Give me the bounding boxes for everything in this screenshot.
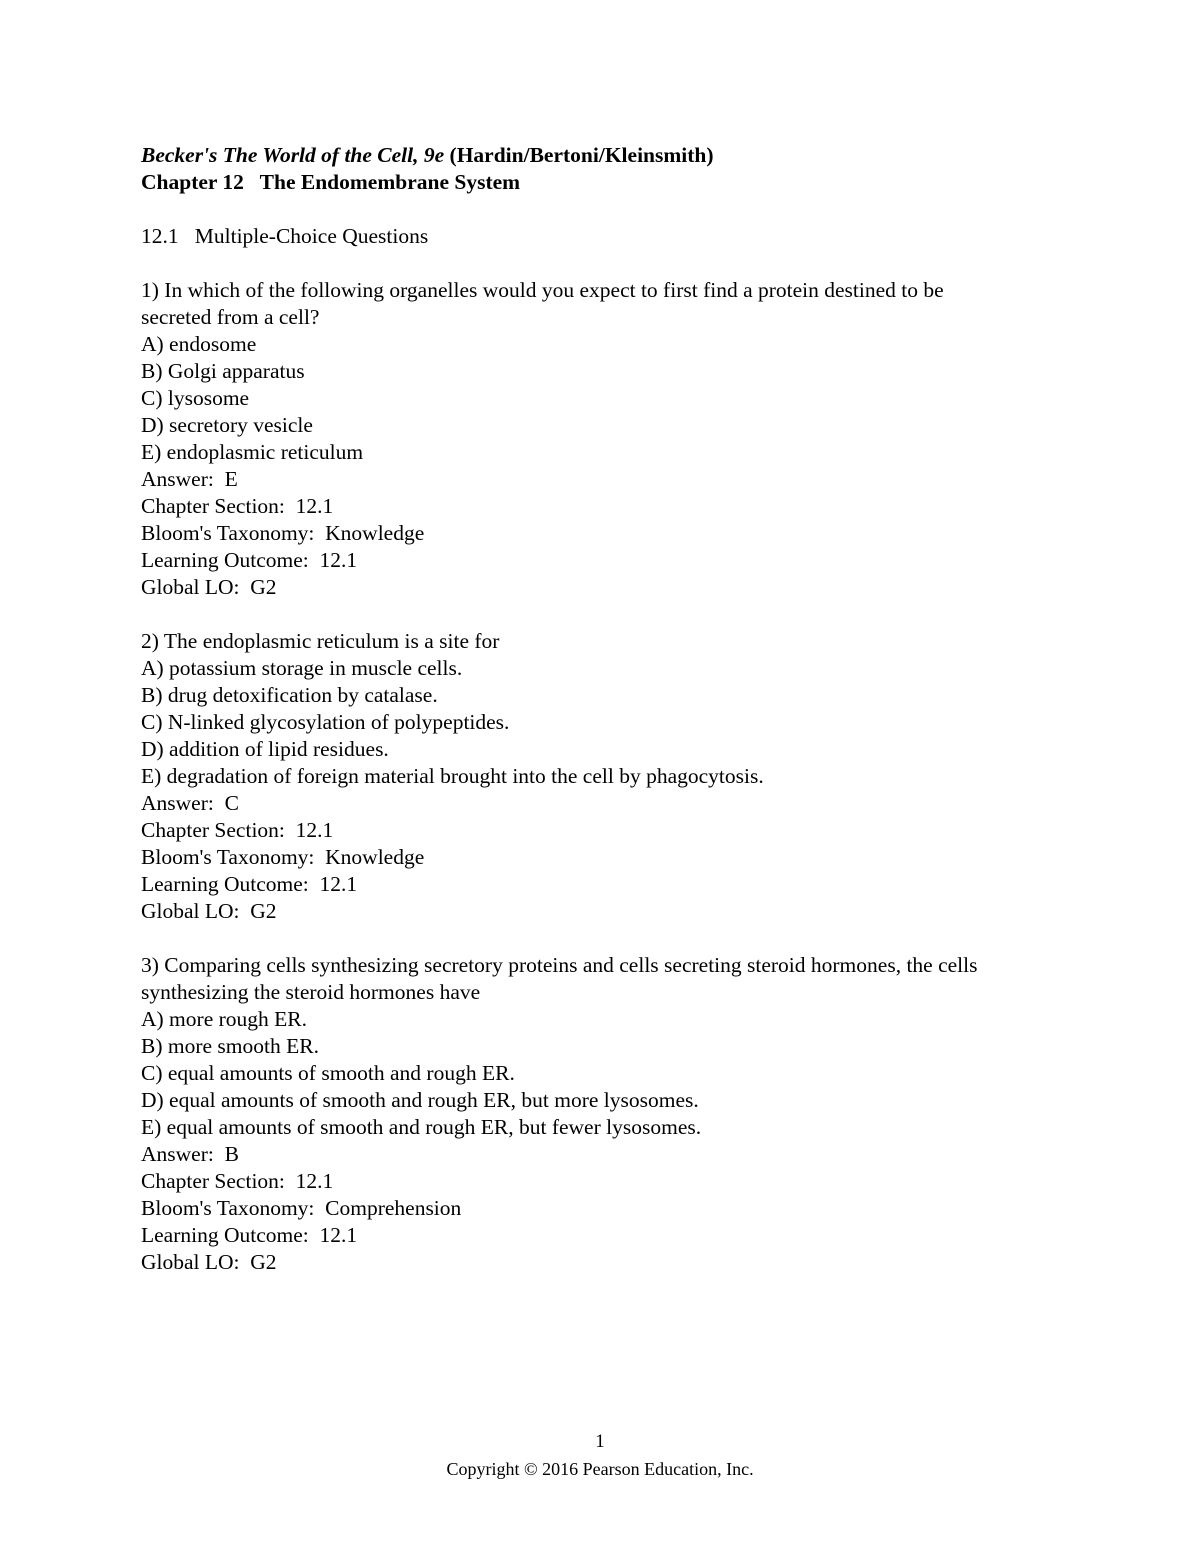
question-stem-line: 1) In which of the following organelles would you expect to first find a protein destined to be <box>141 278 944 302</box>
book-authors: (Hardin/Bertoni/Kleinsmith) <box>444 143 714 167</box>
answer-option: E) equal amounts of smooth and rough ER, but fewer lysosomes. <box>141 1115 702 1139</box>
global-lo: Global LO: G2 <box>141 575 277 599</box>
section-title: 12.1 Multiple-Choice Questions <box>141 224 429 248</box>
answer-option: D) equal amounts of smooth and rough ER, but more lysosomes. <box>141 1088 699 1112</box>
book-title-line <box>141 142 1101 169</box>
question-stem-line: synthesizing the steroid hormones have <box>141 980 481 1004</box>
page-content <box>141 142 1101 1276</box>
answer-key: Answer: E <box>141 467 238 491</box>
spacer <box>141 196 1101 223</box>
chapter-section: Chapter Section: 12.1 <box>141 494 334 518</box>
answer-option: D) secretory vesicle <box>141 413 313 437</box>
chapter-section: Chapter Section: 12.1 <box>141 1169 334 1193</box>
answer-option: C) lysosome <box>141 386 250 410</box>
global-lo: Global LO: G2 <box>141 1250 277 1274</box>
question-block <box>141 277 1101 601</box>
learning-outcome: Learning Outcome: 12.1 <box>141 872 358 896</box>
book-title: Becker's The World of the Cell, 9e <box>141 143 445 167</box>
blooms-taxonomy: Bloom's Taxonomy: Knowledge <box>141 845 425 869</box>
answer-option: B) drug detoxification by catalase. <box>141 683 438 707</box>
question-stem-line: 3) Comparing cells synthesizing secretory proteins and cells secreting steroid hormones, the cells <box>141 953 978 977</box>
answer-key: Answer: C <box>141 791 239 815</box>
learning-outcome: Learning Outcome: 12.1 <box>141 1223 358 1247</box>
global-lo: Global LO: G2 <box>141 899 277 923</box>
learning-outcome: Learning Outcome: 12.1 <box>141 548 358 572</box>
answer-option: D) addition of lipid residues. <box>141 737 389 761</box>
question-block <box>141 952 1101 1276</box>
page-number: 1 <box>595 1431 605 1452</box>
answer-option: A) potassium storage in muscle cells. <box>141 656 463 680</box>
blooms-taxonomy: Bloom's Taxonomy: Comprehension <box>141 1196 462 1220</box>
answer-option: B) more smooth ER. <box>141 1034 319 1058</box>
spacer <box>141 250 1101 277</box>
chapter-title: Chapter 12 The Endomembrane System <box>141 170 521 194</box>
chapter-section: Chapter Section: 12.1 <box>141 818 334 842</box>
answer-option: E) endoplasmic reticulum <box>141 440 364 464</box>
answer-option: A) more rough ER. <box>141 1007 307 1031</box>
question-stem-line: secreted from a cell? <box>141 305 320 329</box>
answer-option: C) equal amounts of smooth and rough ER. <box>141 1061 515 1085</box>
answer-option: A) endosome <box>141 332 257 356</box>
blooms-taxonomy: Bloom's Taxonomy: Knowledge <box>141 521 425 545</box>
spacer <box>141 925 1101 952</box>
answer-option: C) N-linked glycosylation of polypeptides. <box>141 710 510 734</box>
question-block <box>141 628 1101 925</box>
answer-option: E) degradation of foreign material brought into the cell by phagocytosis. <box>141 764 764 788</box>
question-stem-line: 2) The endoplasmic reticulum is a site for <box>141 629 500 653</box>
answer-option: B) Golgi apparatus <box>141 359 305 383</box>
copyright-notice: Copyright © 2016 Pearson Education, Inc. <box>446 1459 754 1479</box>
answer-key: Answer: B <box>141 1142 239 1166</box>
spacer <box>141 601 1101 628</box>
